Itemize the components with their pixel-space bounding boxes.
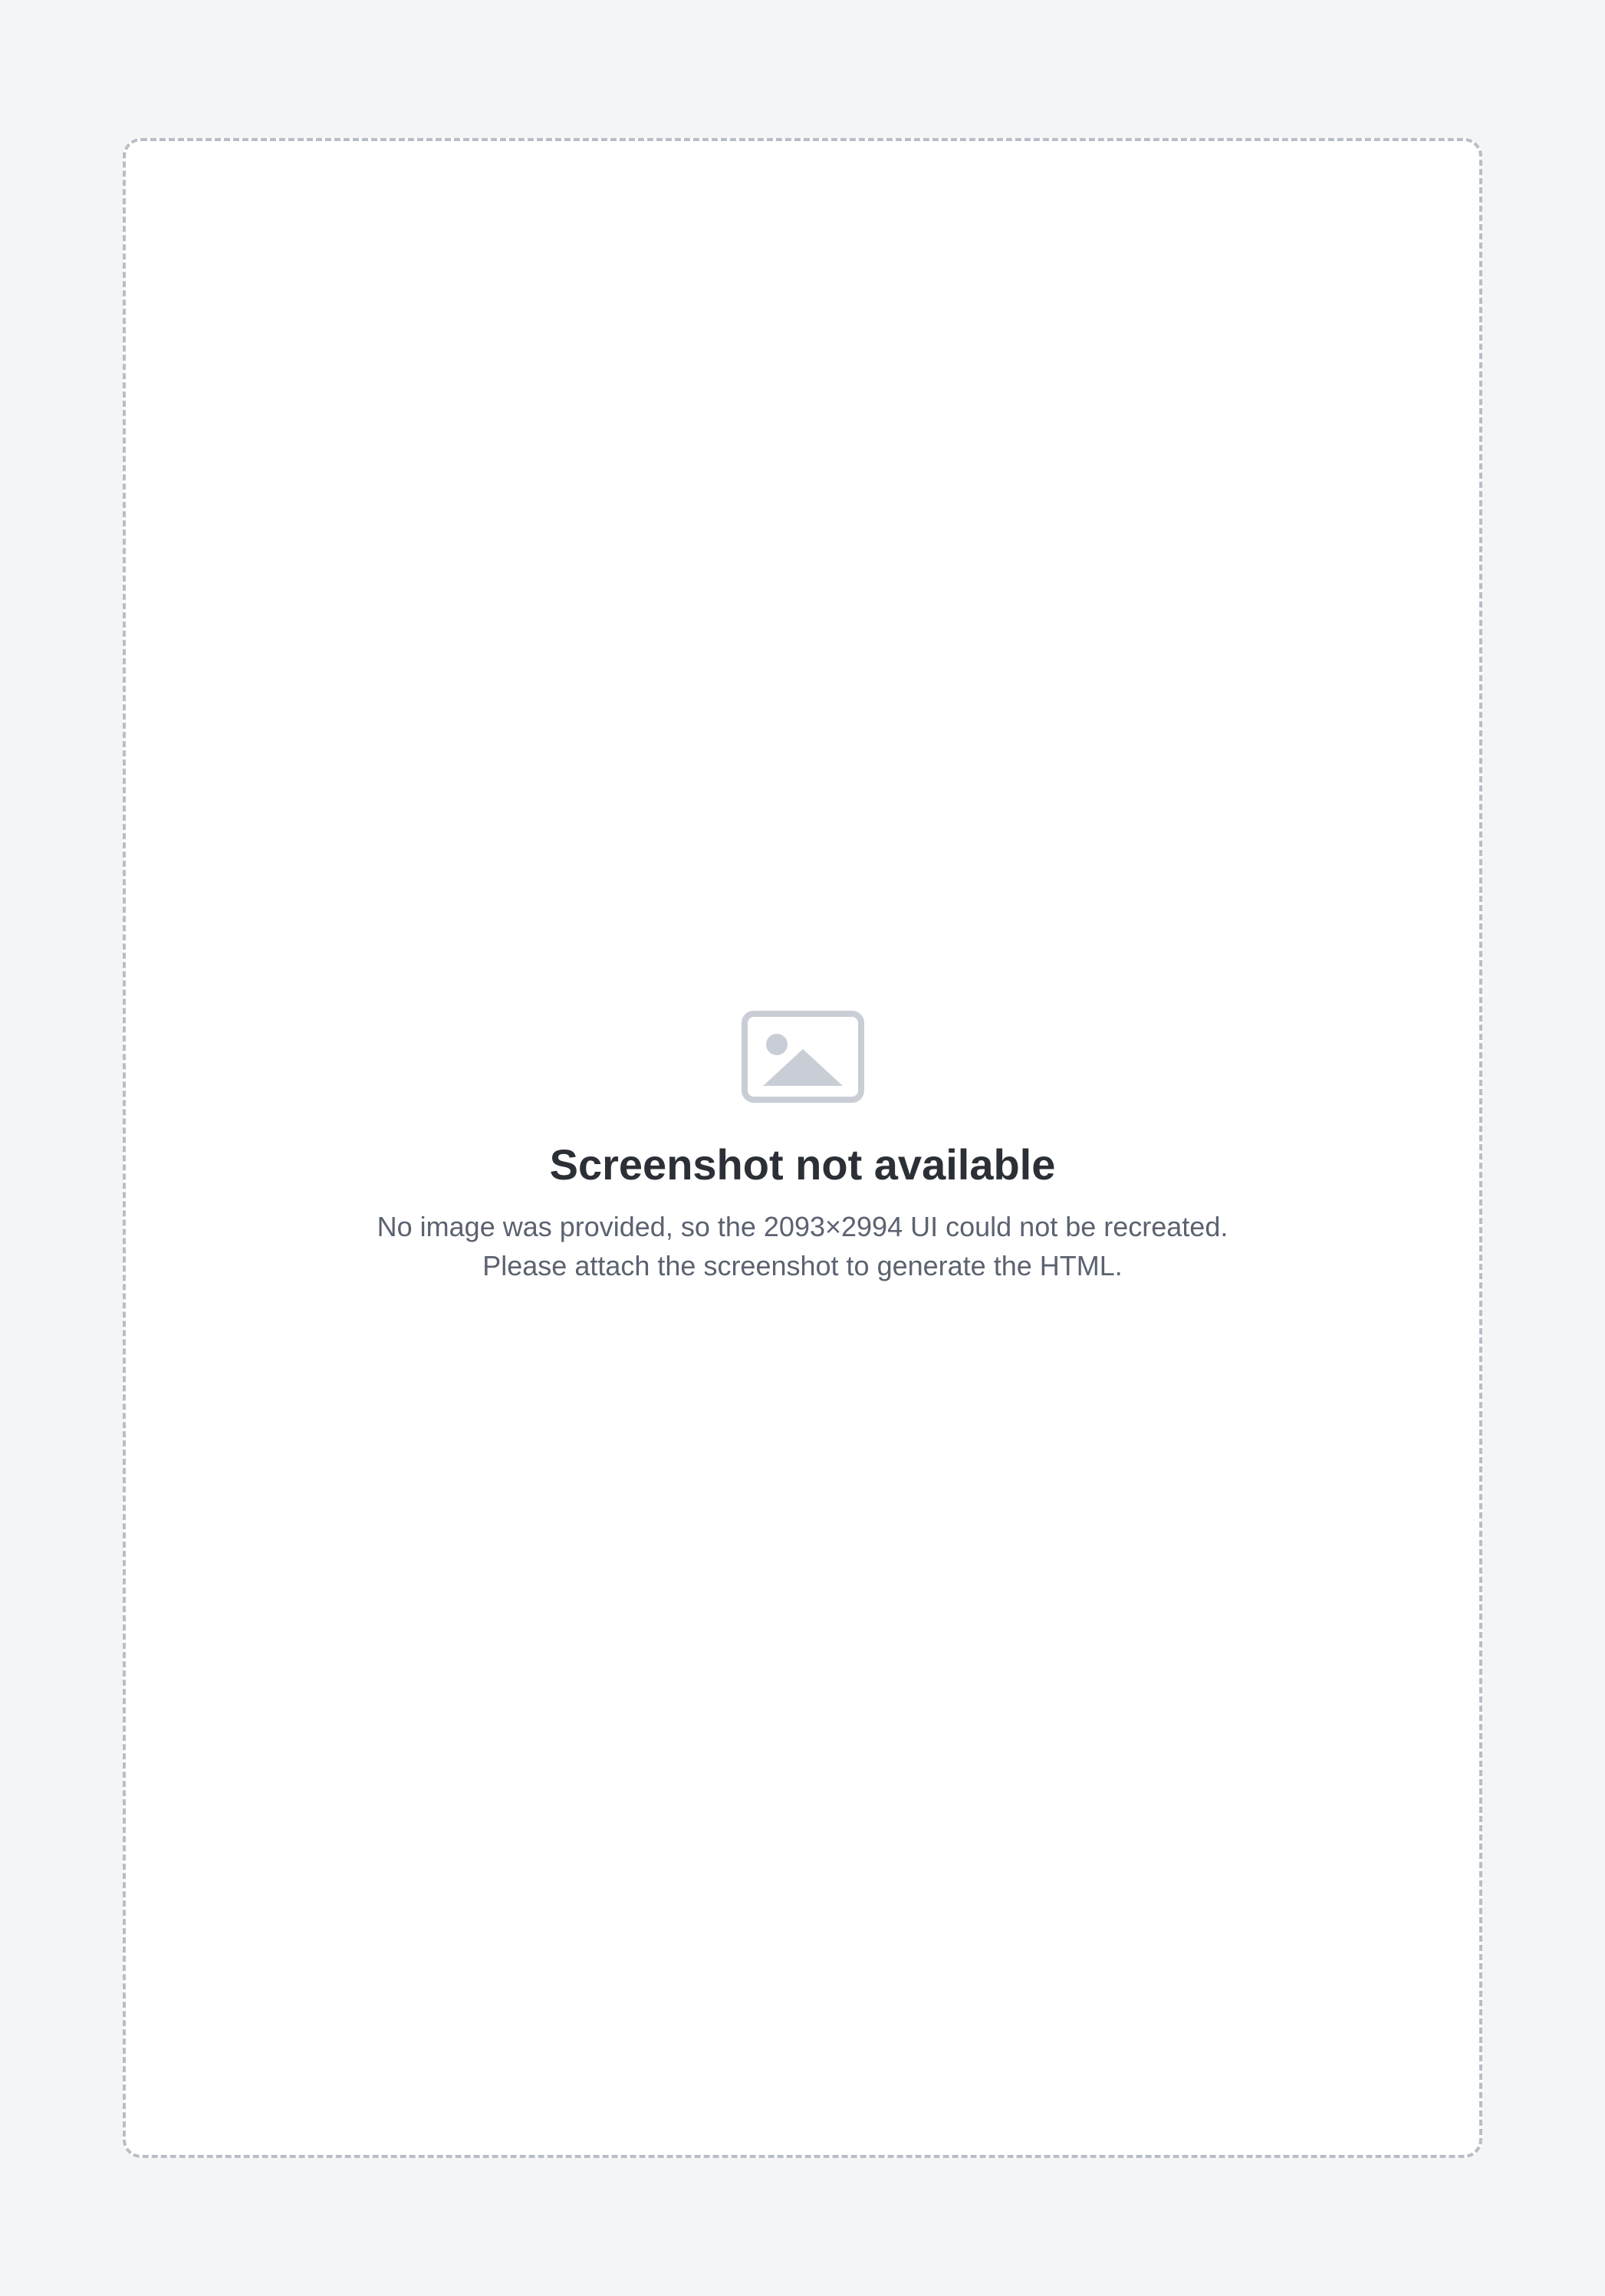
placeholder-title: Screenshot not available: [549, 1140, 1056, 1189]
placeholder-message: No image was provided, so the 2093×2994 UI could not be recreated. Please attach the screenshot to generate the HTML.: [377, 1211, 1228, 1281]
placeholder-frame: [123, 138, 1482, 2158]
image-missing-icon: [742, 1011, 864, 1103]
